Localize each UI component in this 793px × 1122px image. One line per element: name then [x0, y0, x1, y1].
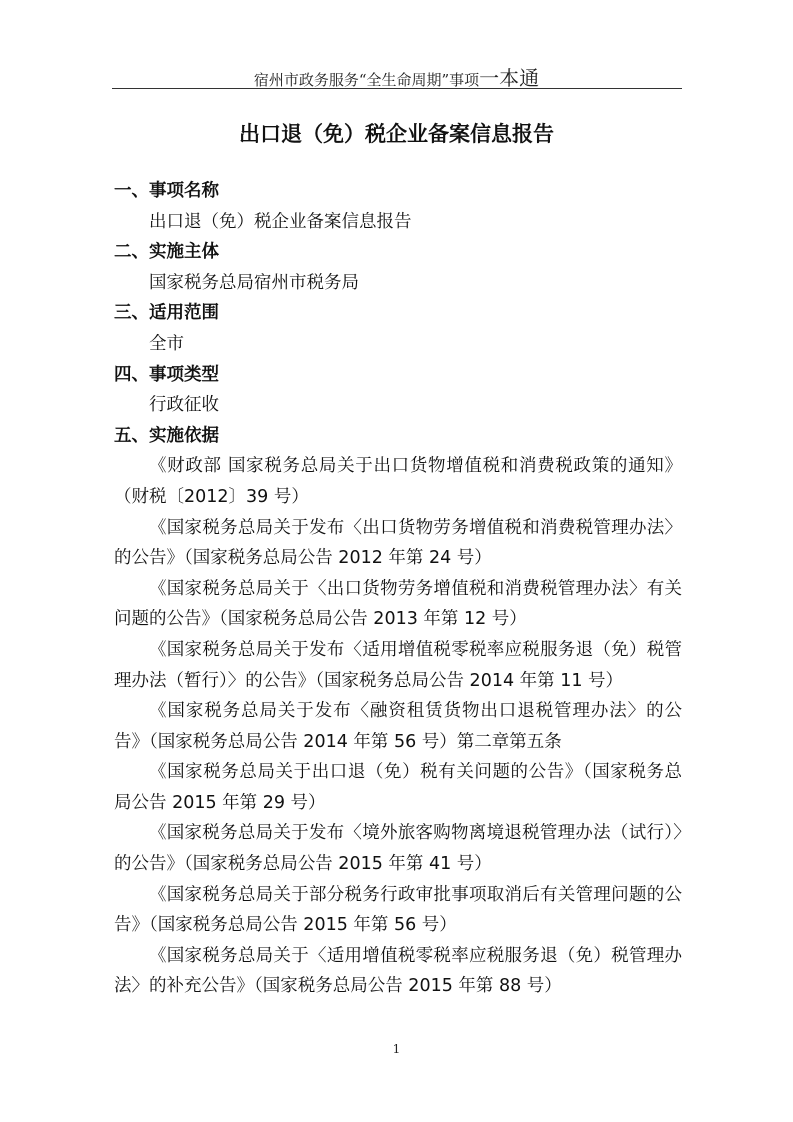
- section-content-subject: 国家税务总局宿州市税务局: [149, 272, 359, 293]
- document-body: [114, 176, 682, 1002]
- basis-paragraph: 《国家税务总局关于出口退（免）税有关问题的公告》（国家税务总局公告 2015 年第 29 号）: [114, 762, 682, 813]
- header-text: 宿州市政务服务“全生命周期”事项: [253, 71, 480, 89]
- section-heading-basis: 五、实施依据: [114, 425, 219, 446]
- basis-paragraph: 《国家税务总局关于发布〈出口货物劳务增值税和消费税管理办法〉的公告》（国家税务总局公告 2012 年第 24 号）: [114, 517, 682, 569]
- basis-paragraph: 《国家税务总局关于发布〈境外旅客购物离境退税管理办法（试行）〉的公告》（国家税务总局公告 2015 年第 41 号）: [114, 823, 682, 875]
- basis-paragraph: 《财政部 国家税务总局关于出口货物增值税和消费税政策的通知》（财税〔2012〕39 号）: [114, 456, 682, 507]
- document-title: 出口退（免）税企业备案信息报告: [239, 122, 554, 146]
- section-content-type: 行政征收: [149, 395, 219, 416]
- page-number: 1: [392, 1042, 401, 1056]
- header-rule: [112, 88, 682, 89]
- basis-paragraph: 《国家税务总局关于部分税务行政审批事项取消后有关管理问题的公告》（国家税务总局公告 2015 年第 56 号）: [114, 884, 682, 936]
- section-content-scope: 全市: [149, 333, 184, 354]
- basis-paragraph: 《国家税务总局关于〈适用增值税零税率应税服务退（免）税管理办法〉的补充公告》（国家税务总局公告 2015 年第 88 号）: [114, 945, 682, 997]
- header-suffix: 一本通: [479, 66, 540, 90]
- section-content-name: 出口退（免）税企业备案信息报告: [149, 211, 412, 232]
- basis-paragraph: 《国家税务总局关于〈出口货物劳务增值税和消费税管理办法〉有关问题的公告》（国家税务总局公告 2013 年第 12 号）: [114, 578, 682, 630]
- section-heading-type: 四、事项类型: [114, 364, 219, 385]
- section-heading-scope: 三、适用范围: [114, 303, 219, 324]
- section-heading-subject: 二、实施主体: [114, 242, 219, 263]
- basis-paragraph: 《国家税务总局关于发布〈融资租赁货物出口退税管理办法〉的公告》（国家税务总局公告 2014 年第 56 号）第二章第五条: [114, 701, 682, 752]
- basis-paragraph: 《国家税务总局关于发布〈适用增值税零税率应税服务退（免）税管理办法（暂行）〉的公告》（国家税务总局公告 2014 年第 11 号）: [114, 639, 682, 691]
- section-heading-name: 一、事项名称: [114, 181, 219, 201]
- page-header: [0, 62, 793, 91]
